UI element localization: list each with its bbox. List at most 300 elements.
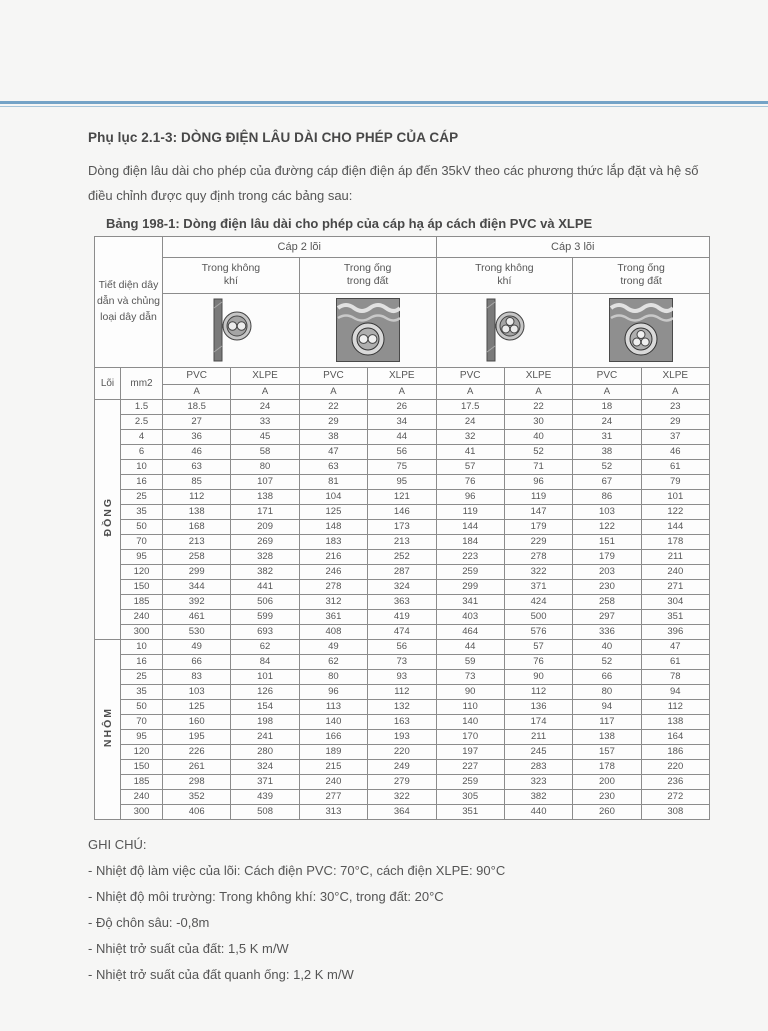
table-row xyxy=(95,609,710,624)
current-value-cell: 22 xyxy=(504,399,572,414)
current-value-cell: 44 xyxy=(368,429,436,444)
size-cell: 25 xyxy=(121,489,163,504)
group-header-2core: Cáp 2 lõi xyxy=(163,236,437,257)
current-value-cell: 138 xyxy=(163,504,231,519)
current-value-cell: 506 xyxy=(231,594,299,609)
current-value-cell: 101 xyxy=(231,669,299,684)
table-row xyxy=(95,684,710,699)
size-cell: 95 xyxy=(121,549,163,564)
current-value-cell: 508 xyxy=(231,804,299,819)
current-value-cell: 62 xyxy=(299,654,367,669)
current-value-cell: 530 xyxy=(163,624,231,639)
current-value-cell: 352 xyxy=(163,789,231,804)
current-value-cell: 269 xyxy=(231,534,299,549)
current-value-cell: 46 xyxy=(641,444,709,459)
current-value-cell: 245 xyxy=(504,744,572,759)
current-value-cell: 40 xyxy=(573,639,641,654)
current-value-cell: 240 xyxy=(641,564,709,579)
table-row xyxy=(95,774,710,789)
current-value-cell: 76 xyxy=(436,474,504,489)
current-value-cell: 464 xyxy=(436,624,504,639)
current-value-cell: 323 xyxy=(504,774,572,789)
table-row xyxy=(95,729,710,744)
table-header-row-groups xyxy=(95,236,710,257)
current-value-cell: 96 xyxy=(436,489,504,504)
note-item: - Nhiệt độ làm việc của lõi: Cách điện PVC: 70°C, cách điện XLPE: 90°C xyxy=(88,862,506,878)
current-value-cell: 119 xyxy=(504,489,572,504)
current-value-cell: 44 xyxy=(436,639,504,654)
current-value-cell: 26 xyxy=(368,399,436,414)
size-cell: 300 xyxy=(121,804,163,819)
current-value-cell: 179 xyxy=(504,519,572,534)
table-row xyxy=(95,759,710,774)
current-value-cell: 56 xyxy=(368,639,436,654)
current-value-cell: 324 xyxy=(231,759,299,774)
table-row xyxy=(95,564,710,579)
table-row xyxy=(95,429,710,444)
current-value-cell: 164 xyxy=(641,729,709,744)
illustration-cell xyxy=(299,293,436,367)
current-value-cell: 31 xyxy=(573,429,641,444)
current-value-cell: 103 xyxy=(163,684,231,699)
current-value-cell: 49 xyxy=(299,639,367,654)
note-item: - Nhiệt trở suất của đất quanh ống: 1,2 K m/W xyxy=(88,967,354,983)
current-value-cell: 47 xyxy=(641,639,709,654)
current-value-cell: 63 xyxy=(299,459,367,474)
page-title: Phụ lục 2.1-3: DÒNG ĐIỆN LÂU DÀI CHO PHÉP CỦA CÁP xyxy=(88,130,459,145)
current-value-cell: 144 xyxy=(436,519,504,534)
cable-2core-air-icon xyxy=(206,298,256,362)
table-header-row-install xyxy=(95,257,710,293)
current-value-cell: 312 xyxy=(299,594,367,609)
current-value-cell: 112 xyxy=(163,489,231,504)
illustration-cell xyxy=(436,293,573,367)
current-value-cell: 112 xyxy=(504,684,572,699)
table-body-nhom xyxy=(95,639,710,819)
current-value-cell: 371 xyxy=(504,579,572,594)
notes-section xyxy=(88,835,714,986)
size-cell: 300 xyxy=(121,624,163,639)
current-value-cell: 80 xyxy=(573,684,641,699)
current-value-cell: 23 xyxy=(641,399,709,414)
install-header-air-2core xyxy=(163,257,300,293)
current-value-cell: 45 xyxy=(231,429,299,444)
current-value-cell: 138 xyxy=(573,729,641,744)
size-cell: 95 xyxy=(121,729,163,744)
current-value-cell: 213 xyxy=(163,534,231,549)
current-value-cell: 94 xyxy=(573,699,641,714)
current-value-cell: 125 xyxy=(299,504,367,519)
current-value-cell: 322 xyxy=(504,564,572,579)
current-value-cell: 18 xyxy=(573,399,641,414)
corner-header: Tiết diện dây dẫn và chủng loại dây dẫn xyxy=(95,236,163,367)
cable-3core-duct-icon xyxy=(609,298,673,362)
current-value-cell: 171 xyxy=(231,504,299,519)
current-value-cell: 95 xyxy=(368,474,436,489)
current-value-cell: 213 xyxy=(368,534,436,549)
material-group-label-nhom xyxy=(95,639,121,819)
current-value-cell: 52 xyxy=(504,444,572,459)
size-cell: 150 xyxy=(121,579,163,594)
current-value-cell: 364 xyxy=(368,804,436,819)
current-value-cell: 138 xyxy=(641,714,709,729)
column-header-pvc: PVC xyxy=(573,367,641,384)
table-row xyxy=(95,789,710,804)
column-header-pvc: PVC xyxy=(163,367,231,384)
current-value-cell: 147 xyxy=(504,504,572,519)
current-value-cell: 299 xyxy=(436,579,504,594)
current-value-cell: 154 xyxy=(231,699,299,714)
column-header-xlpe: XLPE xyxy=(641,367,709,384)
current-value-cell: 351 xyxy=(641,609,709,624)
table-row xyxy=(95,804,710,819)
current-value-cell: 56 xyxy=(368,444,436,459)
current-value-cell: 22 xyxy=(299,399,367,414)
column-header-core: Lõi xyxy=(95,367,121,399)
unit-cell: A xyxy=(436,384,504,399)
current-value-cell: 226 xyxy=(163,744,231,759)
current-value-cell: 216 xyxy=(299,549,367,564)
column-header-pvc: PVC xyxy=(436,367,504,384)
current-value-cell: 78 xyxy=(641,669,709,684)
size-cell: 120 xyxy=(121,744,163,759)
table-header-row-images xyxy=(95,293,710,367)
current-value-cell: 168 xyxy=(163,519,231,534)
current-value-cell: 18.5 xyxy=(163,399,231,414)
current-value-cell: 66 xyxy=(163,654,231,669)
current-value-cell: 62 xyxy=(231,639,299,654)
current-value-cell: 80 xyxy=(299,669,367,684)
cable-3core-air-icon xyxy=(479,298,529,362)
current-value-cell: 246 xyxy=(299,564,367,579)
current-value-cell: 52 xyxy=(573,459,641,474)
column-header-xlpe: XLPE xyxy=(231,367,299,384)
current-value-cell: 283 xyxy=(504,759,572,774)
current-value-cell: 173 xyxy=(368,519,436,534)
current-value-cell: 278 xyxy=(299,579,367,594)
table-row xyxy=(95,594,710,609)
size-cell: 16 xyxy=(121,474,163,489)
current-value-cell: 166 xyxy=(299,729,367,744)
size-cell: 35 xyxy=(121,684,163,699)
current-value-cell: 40 xyxy=(504,429,572,444)
current-value-cell: 298 xyxy=(163,774,231,789)
current-value-cell: 440 xyxy=(504,804,572,819)
current-value-cell: 140 xyxy=(436,714,504,729)
table-row xyxy=(95,579,710,594)
current-value-cell: 693 xyxy=(231,624,299,639)
current-value-cell: 110 xyxy=(436,699,504,714)
current-value-cell: 73 xyxy=(436,669,504,684)
install-header-label: Trong không khí xyxy=(201,261,261,288)
current-value-cell: 113 xyxy=(299,699,367,714)
table-row xyxy=(95,414,710,429)
current-value-cell: 313 xyxy=(299,804,367,819)
current-value-cell: 138 xyxy=(231,489,299,504)
current-value-cell: 121 xyxy=(368,489,436,504)
current-value-cell: 86 xyxy=(573,489,641,504)
unit-cell: A xyxy=(641,384,709,399)
current-value-cell: 46 xyxy=(163,444,231,459)
current-value-cell: 103 xyxy=(573,504,641,519)
current-value-cell: 85 xyxy=(163,474,231,489)
current-value-cell: 117 xyxy=(573,714,641,729)
current-value-cell: 599 xyxy=(231,609,299,624)
size-cell: 10 xyxy=(121,639,163,654)
current-value-cell: 49 xyxy=(163,639,231,654)
unit-cell: A xyxy=(504,384,572,399)
current-value-cell: 132 xyxy=(368,699,436,714)
current-value-cell: 80 xyxy=(231,459,299,474)
current-value-cell: 441 xyxy=(231,579,299,594)
current-value-cell: 183 xyxy=(299,534,367,549)
current-value-cell: 336 xyxy=(573,624,641,639)
current-value-cell: 119 xyxy=(436,504,504,519)
table-caption: Bảng 198-1: Dòng điện lâu dài cho phép của cáp hạ áp cách điện PVC và XLPE xyxy=(106,215,593,231)
current-value-cell: 211 xyxy=(504,729,572,744)
current-value-cell: 198 xyxy=(231,714,299,729)
column-header-size: mm2 xyxy=(121,367,163,399)
current-value-cell: 84 xyxy=(231,654,299,669)
current-value-cell: 90 xyxy=(436,684,504,699)
current-value-cell: 33 xyxy=(231,414,299,429)
note-item: - Nhiệt độ môi trường: Trong không khí: 30°C, trong đất: 20°C xyxy=(88,888,444,904)
current-value-cell: 403 xyxy=(436,609,504,624)
current-value-cell: 24 xyxy=(573,414,641,429)
current-value-cell: 41 xyxy=(436,444,504,459)
document-page xyxy=(88,130,714,992)
table-header-row-units xyxy=(95,384,710,399)
current-value-cell: 96 xyxy=(504,474,572,489)
size-cell: 50 xyxy=(121,519,163,534)
current-value-cell: 271 xyxy=(641,579,709,594)
current-value-cell: 71 xyxy=(504,459,572,474)
current-value-cell: 258 xyxy=(163,549,231,564)
current-value-cell: 272 xyxy=(641,789,709,804)
current-value-cell: 144 xyxy=(641,519,709,534)
current-value-cell: 236 xyxy=(641,774,709,789)
table-row xyxy=(95,474,710,489)
current-value-cell: 67 xyxy=(573,474,641,489)
illustration-cell xyxy=(163,293,300,367)
unit-cell: A xyxy=(163,384,231,399)
table-row xyxy=(95,639,710,654)
current-value-cell: 148 xyxy=(299,519,367,534)
current-value-cell: 278 xyxy=(504,549,572,564)
current-value-cell: 36 xyxy=(163,429,231,444)
current-value-cell: 328 xyxy=(231,549,299,564)
current-value-cell: 126 xyxy=(231,684,299,699)
size-cell: 35 xyxy=(121,504,163,519)
current-value-cell: 90 xyxy=(504,669,572,684)
current-value-cell: 382 xyxy=(504,789,572,804)
table-row xyxy=(95,519,710,534)
current-value-cell: 297 xyxy=(573,609,641,624)
table-row xyxy=(95,444,710,459)
current-value-cell: 174 xyxy=(504,714,572,729)
size-cell: 16 xyxy=(121,654,163,669)
current-value-cell: 322 xyxy=(368,789,436,804)
install-header-label: Trong ống trong đất xyxy=(343,261,392,288)
material-group-text: NHÔM xyxy=(101,706,114,747)
current-value-cell: 151 xyxy=(573,534,641,549)
table-row xyxy=(95,624,710,639)
current-value-cell: 341 xyxy=(436,594,504,609)
size-cell: 2.5 xyxy=(121,414,163,429)
current-value-cell: 406 xyxy=(163,804,231,819)
current-value-cell: 160 xyxy=(163,714,231,729)
current-value-cell: 209 xyxy=(231,519,299,534)
current-value-cell: 122 xyxy=(641,504,709,519)
current-table xyxy=(94,236,710,820)
current-value-cell: 200 xyxy=(573,774,641,789)
current-value-cell: 576 xyxy=(504,624,572,639)
current-value-cell: 104 xyxy=(299,489,367,504)
current-value-cell: 229 xyxy=(504,534,572,549)
size-cell: 70 xyxy=(121,534,163,549)
current-value-cell: 179 xyxy=(573,549,641,564)
current-value-cell: 101 xyxy=(641,489,709,504)
current-value-cell: 38 xyxy=(573,444,641,459)
current-value-cell: 75 xyxy=(368,459,436,474)
current-value-cell: 57 xyxy=(436,459,504,474)
note-item: - Độ chôn sâu: -0,8m xyxy=(88,915,210,931)
current-value-cell: 163 xyxy=(368,714,436,729)
intro-paragraph: Dòng điện lâu dài cho phép của đường cáp điện điện áp đến 35kV theo các phương thức lắp đặt và hệ số điều chỉnh được quy định trong các bảng sau: xyxy=(88,163,699,204)
current-value-cell: 96 xyxy=(299,684,367,699)
current-value-cell: 24 xyxy=(231,399,299,414)
current-value-cell: 324 xyxy=(368,579,436,594)
current-value-cell: 371 xyxy=(231,774,299,789)
install-header-air-3core xyxy=(436,257,573,293)
column-header-xlpe: XLPE xyxy=(368,367,436,384)
table-row xyxy=(95,489,710,504)
current-value-cell: 223 xyxy=(436,549,504,564)
current-value-cell: 59 xyxy=(436,654,504,669)
current-value-cell: 304 xyxy=(641,594,709,609)
current-value-cell: 61 xyxy=(641,654,709,669)
current-value-cell: 184 xyxy=(436,534,504,549)
table-header-row-columns xyxy=(95,367,710,384)
current-value-cell: 57 xyxy=(504,639,572,654)
current-value-cell: 305 xyxy=(436,789,504,804)
size-cell: 120 xyxy=(121,564,163,579)
current-value-cell: 500 xyxy=(504,609,572,624)
current-value-cell: 47 xyxy=(299,444,367,459)
table-row xyxy=(95,669,710,684)
current-value-cell: 363 xyxy=(368,594,436,609)
size-cell: 1.5 xyxy=(121,399,163,414)
unit-cell: A xyxy=(573,384,641,399)
current-value-cell: 157 xyxy=(573,744,641,759)
current-value-cell: 63 xyxy=(163,459,231,474)
current-value-cell: 419 xyxy=(368,609,436,624)
size-cell: 4 xyxy=(121,429,163,444)
note-item: - Nhiệt trở suất của đất: 1,5 K m/W xyxy=(88,941,289,957)
current-value-cell: 424 xyxy=(504,594,572,609)
current-value-cell: 308 xyxy=(641,804,709,819)
size-cell: 185 xyxy=(121,774,163,789)
current-value-cell: 392 xyxy=(163,594,231,609)
current-value-cell: 230 xyxy=(573,579,641,594)
current-value-cell: 361 xyxy=(299,609,367,624)
unit-cell: A xyxy=(231,384,299,399)
current-value-cell: 344 xyxy=(163,579,231,594)
table-row xyxy=(95,459,710,474)
illustration-cell xyxy=(573,293,710,367)
current-value-cell: 439 xyxy=(231,789,299,804)
current-value-cell: 24 xyxy=(436,414,504,429)
current-value-cell: 299 xyxy=(163,564,231,579)
current-value-cell: 461 xyxy=(163,609,231,624)
current-value-cell: 396 xyxy=(641,624,709,639)
column-header-xlpe: XLPE xyxy=(504,367,572,384)
current-value-cell: 79 xyxy=(641,474,709,489)
current-value-cell: 140 xyxy=(299,714,367,729)
current-value-cell: 112 xyxy=(368,684,436,699)
notes-title: GHI CHÚ: xyxy=(88,836,147,852)
current-value-cell: 227 xyxy=(436,759,504,774)
table-row xyxy=(95,549,710,564)
table-row xyxy=(95,654,710,669)
current-value-cell: 279 xyxy=(368,774,436,789)
current-value-cell: 30 xyxy=(504,414,572,429)
table-row xyxy=(95,744,710,759)
current-value-cell: 94 xyxy=(641,684,709,699)
current-value-cell: 122 xyxy=(573,519,641,534)
size-cell: 70 xyxy=(121,714,163,729)
current-value-cell: 146 xyxy=(368,504,436,519)
current-value-cell: 220 xyxy=(368,744,436,759)
current-value-cell: 240 xyxy=(299,774,367,789)
current-value-cell: 249 xyxy=(368,759,436,774)
current-value-cell: 83 xyxy=(163,669,231,684)
unit-cell: A xyxy=(368,384,436,399)
unit-cell: A xyxy=(299,384,367,399)
current-value-cell: 287 xyxy=(368,564,436,579)
current-value-cell: 32 xyxy=(436,429,504,444)
current-value-cell: 408 xyxy=(299,624,367,639)
material-group-text: ĐỒNG xyxy=(101,496,114,537)
table-body-dong xyxy=(95,399,710,639)
current-value-cell: 107 xyxy=(231,474,299,489)
install-header-label: Trong không khí xyxy=(475,261,534,288)
current-value-cell: 136 xyxy=(504,699,572,714)
current-value-cell: 277 xyxy=(299,789,367,804)
current-value-cell: 34 xyxy=(368,414,436,429)
current-value-cell: 37 xyxy=(641,429,709,444)
install-header-duct-3core xyxy=(573,257,710,293)
group-header-3core: Cáp 3 lõi xyxy=(436,236,710,257)
current-value-cell: 280 xyxy=(231,744,299,759)
size-cell: 6 xyxy=(121,444,163,459)
current-value-cell: 93 xyxy=(368,669,436,684)
current-value-cell: 259 xyxy=(436,774,504,789)
size-cell: 150 xyxy=(121,759,163,774)
cable-2core-duct-icon xyxy=(336,298,400,362)
current-value-cell: 351 xyxy=(436,804,504,819)
current-value-cell: 211 xyxy=(641,549,709,564)
current-value-cell: 58 xyxy=(231,444,299,459)
current-value-cell: 193 xyxy=(368,729,436,744)
current-value-cell: 215 xyxy=(299,759,367,774)
size-cell: 240 xyxy=(121,789,163,804)
current-value-cell: 195 xyxy=(163,729,231,744)
table-row xyxy=(95,399,710,414)
current-value-cell: 81 xyxy=(299,474,367,489)
current-value-cell: 112 xyxy=(641,699,709,714)
size-cell: 25 xyxy=(121,669,163,684)
